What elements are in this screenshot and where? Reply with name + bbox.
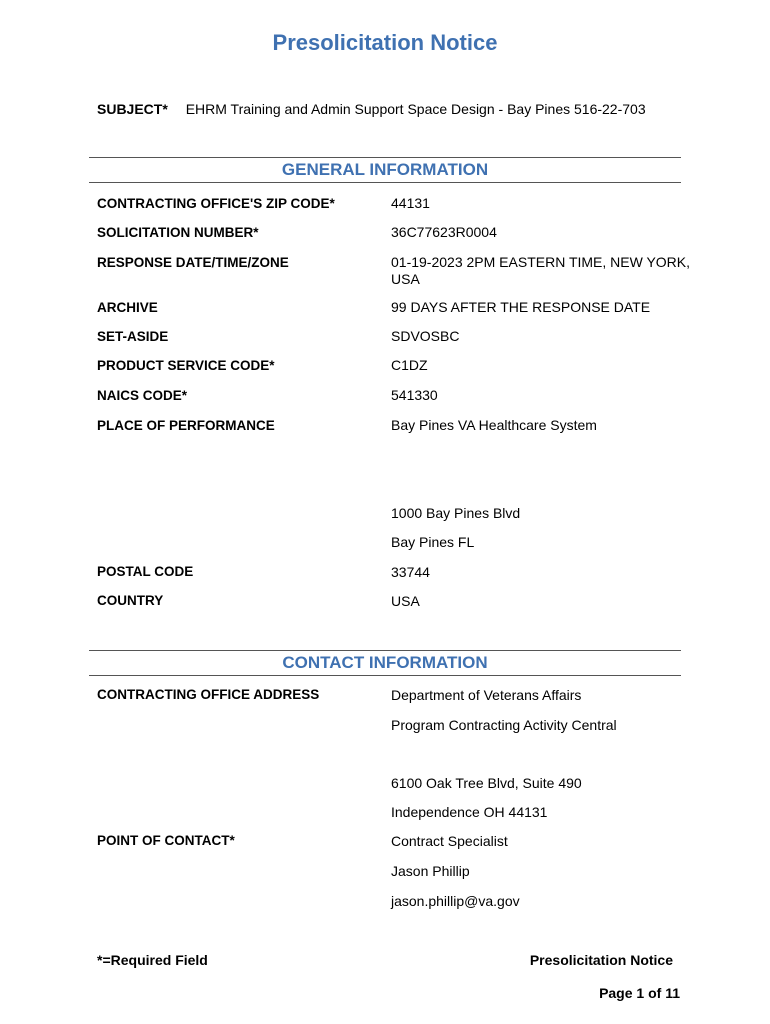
contracting-office-address-label: CONTRACTING OFFICE ADDRESS: [97, 687, 320, 702]
subject-label: SUBJECT*: [97, 101, 168, 117]
place-of-performance-value: Bay Pines VA Healthcare System: [391, 417, 597, 433]
country-value: USA: [391, 593, 420, 609]
poc-title: Contract Specialist: [391, 833, 508, 849]
postal-code-label: POSTAL CODE: [97, 564, 194, 579]
place-street: 1000 Bay Pines Blvd: [391, 505, 521, 521]
subject-line: [97, 101, 646, 117]
office-city: Independence OH 44131: [391, 804, 548, 820]
country-label: COUNTRY: [97, 593, 164, 608]
page-title: Presolicitation Notice: [272, 30, 498, 55]
footer-document-name: Presolicitation Notice: [529, 952, 673, 968]
product-service-code-value: C1DZ: [391, 357, 428, 373]
place-city: Bay Pines FL: [391, 534, 475, 550]
zip-code-value: 44131: [391, 195, 430, 211]
place-of-performance-label: PLACE OF PERFORMANCE: [97, 418, 275, 433]
naics-code-value: 541330: [391, 387, 438, 403]
page-number: Page 1 of 11: [599, 985, 680, 1001]
poc-name: Jason Phillip: [391, 863, 470, 879]
general-information-heading: GENERAL INFORMATION: [89, 157, 681, 183]
set-aside-label: SET-ASIDE: [97, 329, 169, 344]
office-activity: Program Contracting Activity Central: [391, 717, 617, 733]
office-street: 6100 Oak Tree Blvd, Suite 490: [391, 775, 582, 791]
solicitation-number-value: 36C77623R0004: [391, 224, 497, 240]
response-date-value: 01-19-2023 2PM EASTERN TIME, NEW YORK, USA: [391, 254, 691, 287]
postal-code-value: 33744: [391, 564, 430, 580]
archive-label: ARCHIVE: [97, 300, 158, 315]
required-field-note: *=Required Field: [97, 952, 208, 968]
solicitation-number-label: SOLICITATION NUMBER*: [97, 225, 259, 240]
response-date-label: RESPONSE DATE/TIME/ZONE: [97, 255, 289, 270]
set-aside-value: SDVOSBC: [391, 328, 460, 344]
archive-value: 99 DAYS AFTER THE RESPONSE DATE: [391, 299, 651, 315]
subject-value: EHRM Training and Admin Support Space Design - Bay Pines 516-22-703: [185, 101, 646, 117]
point-of-contact-label: POINT OF CONTACT*: [97, 833, 235, 848]
naics-code-label: NAICS CODE*: [97, 388, 188, 403]
office-name: Department of Veterans Affairs: [391, 687, 582, 703]
poc-email: jason.phillip@va.gov: [391, 893, 520, 909]
product-service-code-label: PRODUCT SERVICE CODE*: [97, 358, 275, 373]
zip-code-label: CONTRACTING OFFICE'S ZIP CODE*: [97, 196, 335, 211]
contact-information-heading: CONTACT INFORMATION: [89, 650, 681, 676]
